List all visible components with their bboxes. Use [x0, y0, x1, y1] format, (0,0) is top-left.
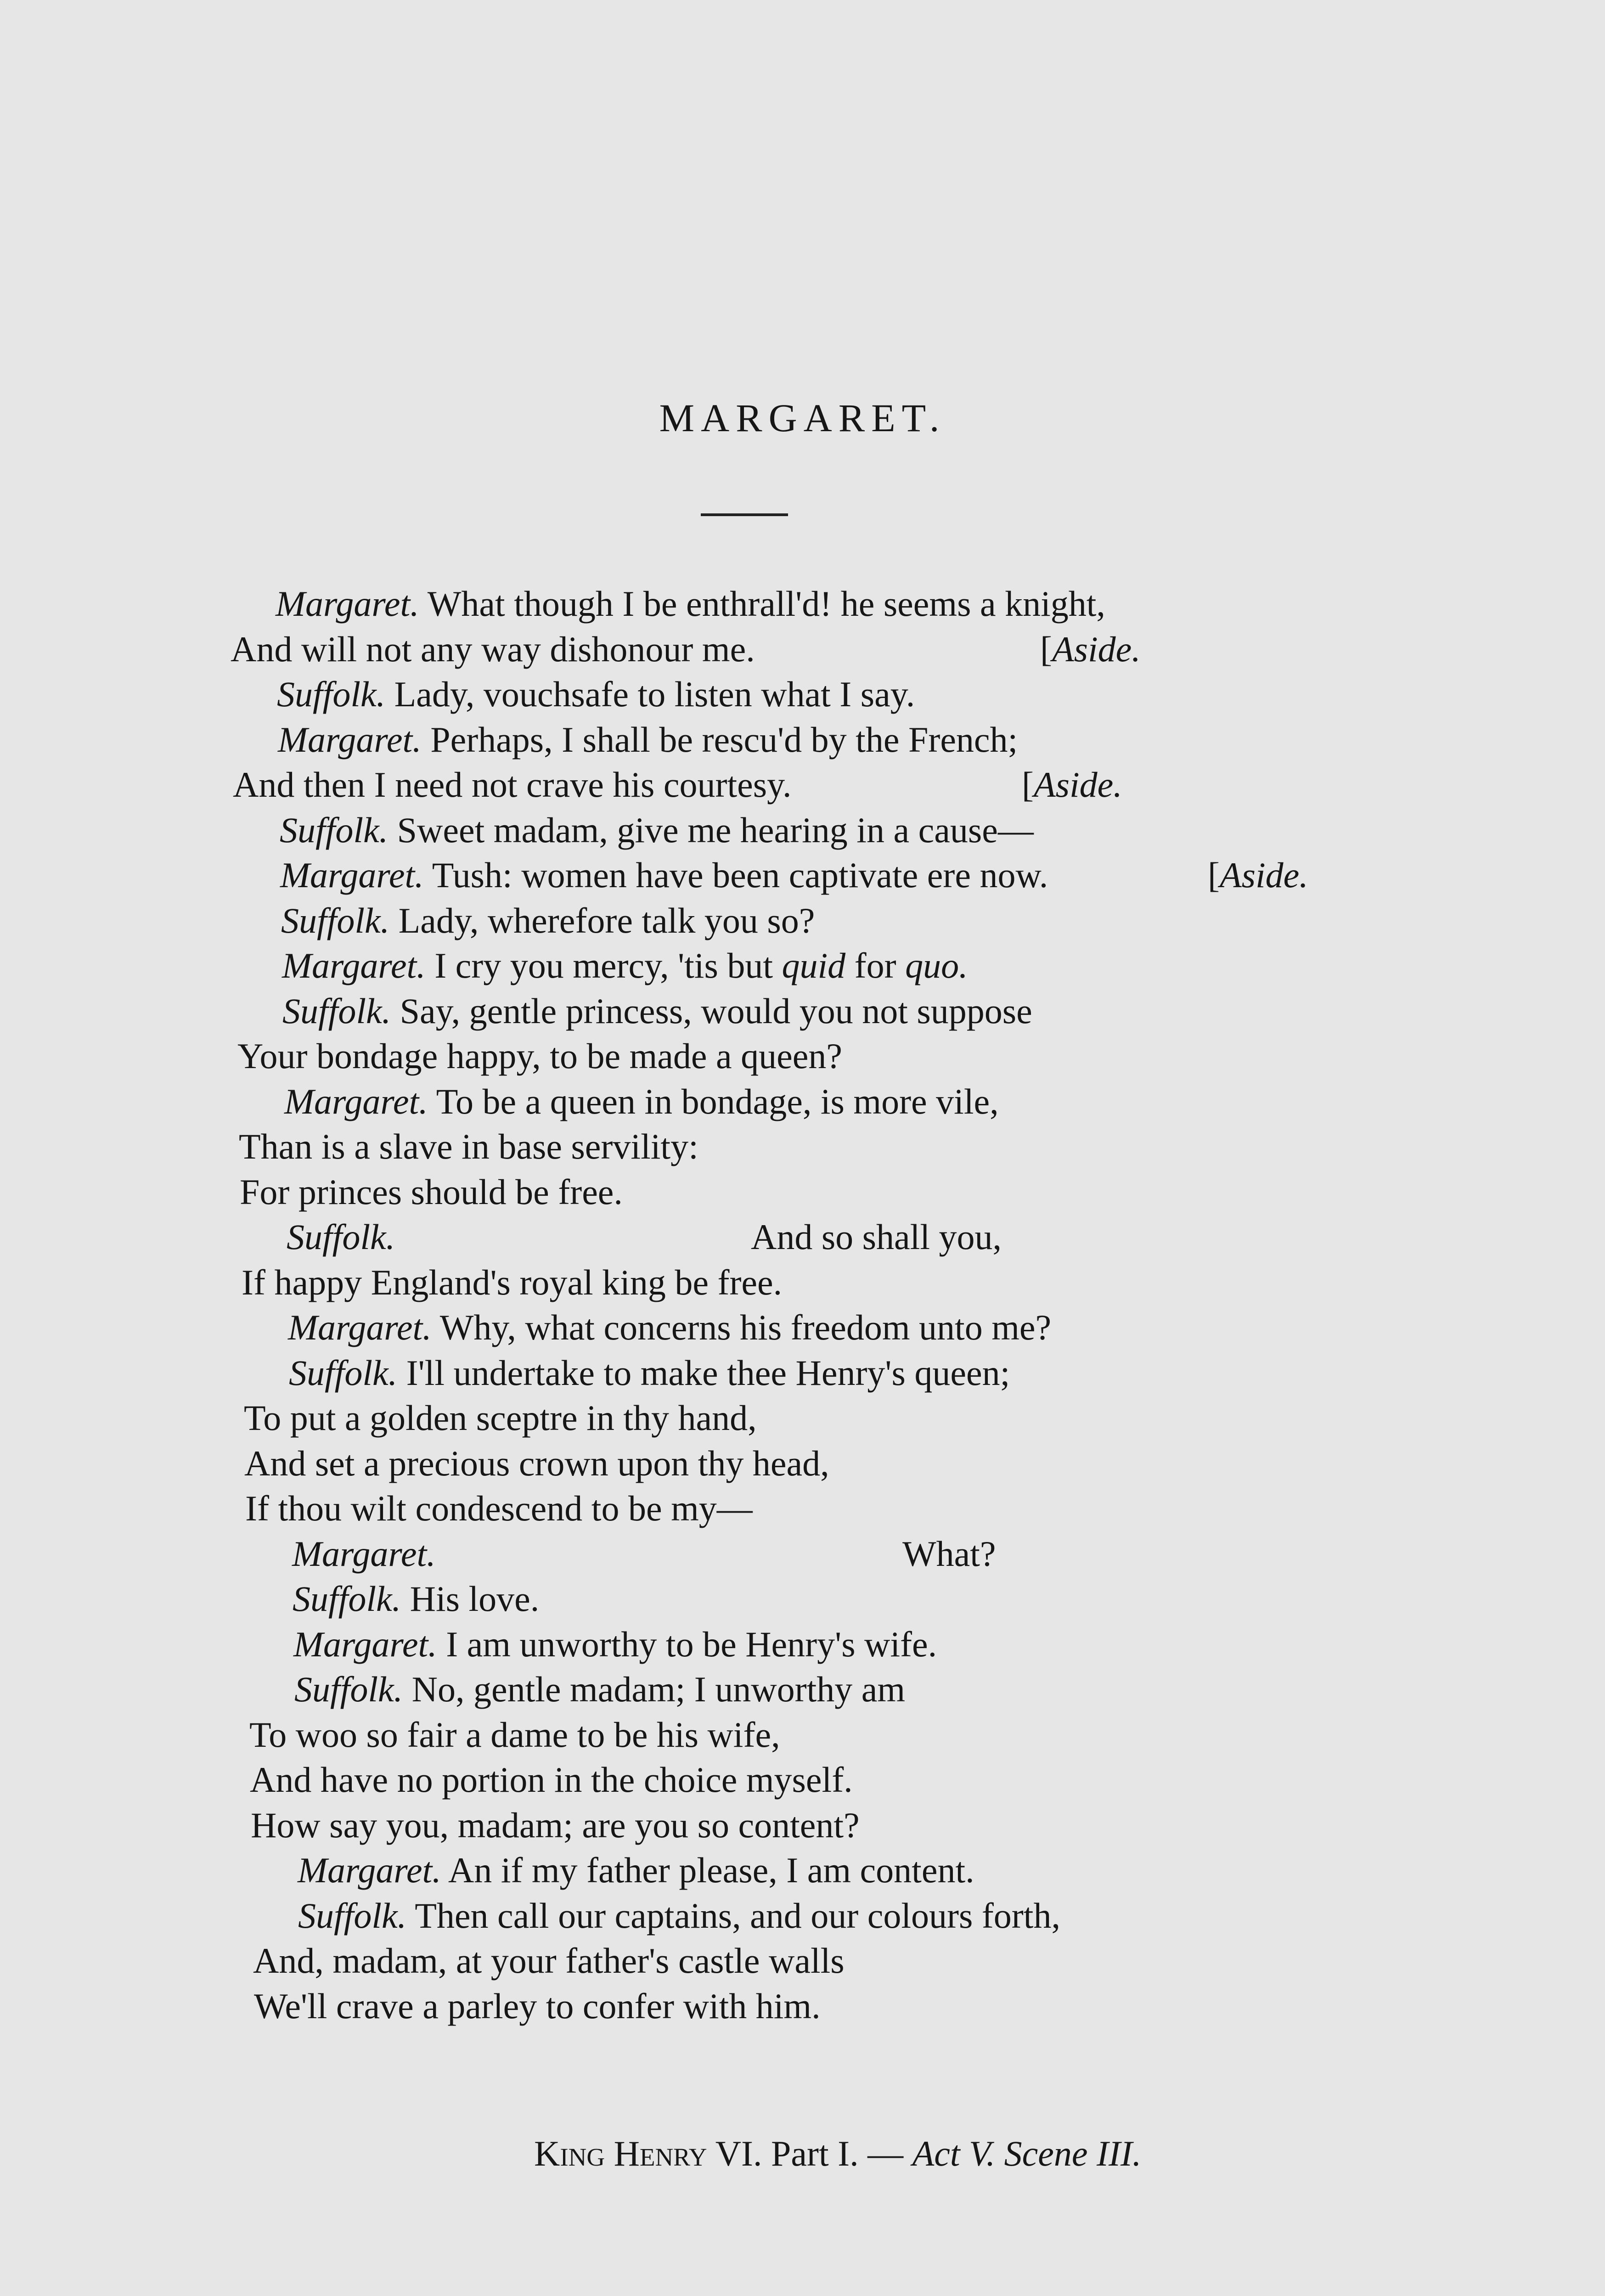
verse-line — [251, 1802, 860, 1848]
line-text: And set a precious crown upon thy head, — [244, 1443, 829, 1483]
line-text: Lady, vouchsafe to listen what I say. — [385, 674, 915, 714]
aside-label: Aside. — [1052, 629, 1141, 669]
line-text: Lady, wherefore talk you so? — [389, 900, 815, 940]
caption-play: King Henry — [534, 2133, 707, 2173]
line-text: Perhaps, I shall be rescu'd by the French; — [421, 719, 1018, 760]
verse-line — [293, 1576, 539, 1622]
line-text: To woo so fair a dame to be his wife, — [249, 1714, 780, 1755]
speaker-name: Suffolk. — [289, 1352, 398, 1393]
verse-line — [242, 1260, 782, 1306]
verse-line — [289, 1350, 1010, 1396]
verse-line — [288, 1305, 1051, 1351]
line-text: An if my father please, I am content. — [441, 1850, 974, 1890]
speaker-name: Margaret. — [292, 1533, 436, 1574]
verse-line — [276, 581, 1105, 627]
verse-line — [287, 1214, 395, 1260]
line-text: Your bondage happy, to be made a queen? — [237, 1036, 842, 1076]
stage-direction-aside — [1022, 762, 1122, 808]
line-text: To be a queen in bondage, is more vile, — [428, 1081, 999, 1121]
line-text: Than is a slave in base servility: — [239, 1126, 698, 1166]
line-text: Tush: women have been captivate ere now. — [423, 855, 1048, 895]
verse-line — [249, 1712, 780, 1758]
line-text: I'll undertake to make thee Henry's queen; — [397, 1352, 1010, 1393]
aside-label: Aside. — [1219, 855, 1308, 895]
verse-continuation: And so shall you, — [751, 1217, 1002, 1257]
line-text: For princes should be free. — [240, 1171, 623, 1212]
verse-line — [284, 1079, 999, 1125]
aside-bracket: [ — [1022, 765, 1034, 805]
line-text: What though I be enthrall'd! he seems a knight, — [419, 584, 1105, 624]
verse-line — [245, 1486, 753, 1531]
line-text: And will not any way dishonour me. — [231, 629, 755, 669]
verse-line — [280, 852, 1048, 898]
verse-line — [278, 717, 1018, 763]
verse-line — [239, 1124, 698, 1170]
aside-label: Aside. — [1033, 765, 1122, 805]
speaker-name: Suffolk. — [281, 900, 390, 940]
line-text: for — [845, 945, 906, 985]
verse-line — [298, 1847, 974, 1893]
verse-line — [244, 1395, 757, 1441]
line-text: How say you, madam; are you so content? — [251, 1805, 860, 1845]
speaker-name: Margaret. — [282, 945, 426, 985]
verse-line — [237, 1033, 842, 1079]
speaker-name: Suffolk. — [282, 990, 391, 1031]
verse-line — [293, 1621, 937, 1667]
verse-line — [282, 988, 1032, 1034]
speaker-name: Margaret. — [276, 584, 419, 624]
line-text: Say, gentle princess, would you not suppose — [391, 990, 1032, 1031]
verse-line — [277, 671, 915, 717]
speaker-name: Margaret. — [280, 855, 424, 895]
page-title: MARGARET. — [659, 396, 946, 440]
line-text: Sweet madam, give me hearing in a cause— — [388, 810, 1034, 850]
aside-bracket: [ — [1040, 629, 1052, 669]
speaker-name: Suffolk. — [287, 1217, 395, 1257]
verse-line — [280, 807, 1034, 853]
line-text: Why, what concerns his freedom unto me? — [431, 1307, 1052, 1347]
verse-line — [244, 1441, 829, 1486]
speaker-name: Suffolk. — [293, 1579, 401, 1619]
verse-line — [253, 1938, 845, 1984]
line-text: I am unworthy to be Henry's wife. — [437, 1624, 937, 1664]
speaker-name: Margaret. — [288, 1307, 432, 1347]
line-text: To put a golden sceptre in thy hand, — [244, 1398, 757, 1438]
speaker-name: Suffolk. — [294, 1669, 403, 1709]
speaker-name: Margaret. — [298, 1850, 441, 1890]
caption-part: VI. Part I. — — [707, 2133, 912, 2173]
verse-line — [233, 762, 792, 808]
line-text: I cry you mercy, 'tis but — [425, 945, 782, 985]
verse-line — [292, 1531, 436, 1577]
verse-line — [281, 898, 815, 944]
stage-direction-aside — [1040, 626, 1141, 672]
verse-line — [298, 1893, 1060, 1939]
verse-continuation: What? — [902, 1533, 996, 1574]
verse-line — [254, 1983, 821, 2029]
speaker-name: Margaret. — [284, 1081, 428, 1121]
speaker-name: Suffolk. — [298, 1895, 407, 1936]
line-text: And, madam, at your father's castle walls — [253, 1941, 845, 1981]
speaker-name: Suffolk. — [277, 674, 386, 714]
stage-direction-aside — [1208, 852, 1308, 898]
line-text: If thou wilt condescend to be my— — [245, 1488, 753, 1528]
verse-line — [231, 626, 755, 672]
line-text: His love. — [401, 1579, 540, 1619]
verse-line — [282, 943, 968, 989]
line-text: And have no portion in the choice myself. — [250, 1760, 853, 1800]
verse-line — [294, 1666, 905, 1712]
speaker-name: Margaret. — [278, 719, 422, 760]
line-text: Then call our captains, and our colours forth, — [406, 1895, 1060, 1936]
aside-bracket: [ — [1208, 855, 1220, 895]
caption-act: Act V. Scene III. — [912, 2133, 1142, 2173]
line-text: We'll crave a parley to confer with him. — [254, 1986, 821, 2026]
speaker-name: Suffolk. — [280, 810, 389, 850]
title-rule — [701, 513, 788, 516]
line-text: And then I need not crave his courtesy. — [233, 765, 792, 805]
line-text: No, gentle madam; I unworthy am — [403, 1669, 906, 1709]
italic-word: quid — [782, 945, 846, 985]
speaker-name: Margaret. — [293, 1624, 437, 1664]
source-caption — [534, 2133, 1141, 2174]
verse-line — [250, 1757, 853, 1803]
italic-word: quo. — [905, 945, 968, 985]
verse-line — [240, 1169, 623, 1215]
line-text: If happy England's royal king be free. — [242, 1262, 783, 1302]
